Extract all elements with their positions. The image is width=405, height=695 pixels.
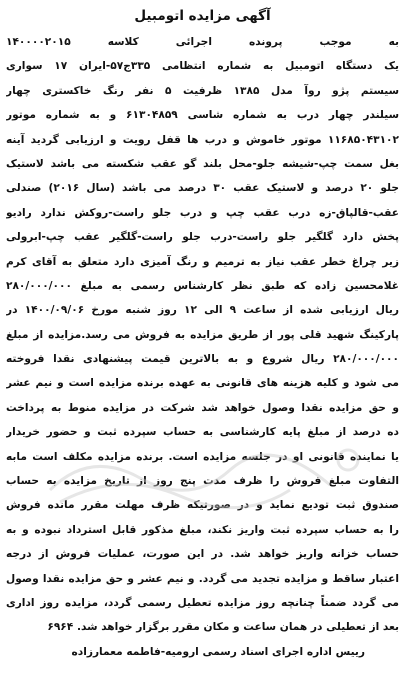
notice-line: یک دستگاه اتومبیل به شماره انتظامی ۳۳۵ج۵۷-ایران ۱۷ سواری <box>6 60 399 73</box>
notice-line: حساب خزانه واریز خواهد شد. در این صورت، عملیات فروش از درجه <box>6 548 399 561</box>
notice-line: به موجب پرونده اجرائی کلاسه ۱۴۰۰۰۰۲۰۱۵ <box>6 36 399 48</box>
notice-line: غلامحسین زاده که طبق نظر کارشناس رسمی به مبلغ ۲۸۰/۰۰۰/۰۰۰ <box>6 279 399 292</box>
notice-line: ده درصد از مبلغ پایه کارشناسی به حساب سپرده ثبت و حضور خریدار <box>6 426 399 439</box>
notice-line: صندوق ثبت تودیع نماید و در صورتیکه ظرف مهلت مقرر مانده فروش <box>6 499 399 512</box>
notice-line: التفاوت مبلغ فروش را ظرف مدت پنج روز از تاریخ مزایده به حساب <box>6 475 399 488</box>
notice-line: ریال ارزیابی شده از ساعت ۹ الی ۱۲ روز شنبه مورخ ۱۴۰۰/۰۹/۰۶ در <box>6 304 399 317</box>
notice-line: بغل سمت چپ-شیشه جلو-محل بلند گو عقب شکسته می باشد لاستیک <box>6 157 399 170</box>
notice-signature: رییس اداره اجرای اسناد رسمی ارومیه-فاطمه معمارزاده <box>71 645 365 658</box>
notice-line: و حق مزایده نقدا وصول خواهد شد شرکت در مزایده منوط به پرداخت <box>6 401 399 414</box>
notice-line: ۲۸۰/۰۰۰/۰۰۰ ریال شروع و به بالاترین قیمت پیشنهادی نقدا فروخته <box>6 353 399 366</box>
notice-line: جلو ۲۰ درصد و لاستیک عقب ۳۰ درصد می باشد (سال ۲۰۱۶) صندلی <box>6 182 399 195</box>
notice-line: سیلندر چهار درب به شماره شاسی ۶۱۳۰۴۸۵۹ و به شماره موتور <box>6 109 399 122</box>
notice-line: می شود و کلیه هزینه های قانونی به عهده برنده مزایده است و نیم عشر <box>6 377 399 390</box>
notice-line: اعتبار ساقط و مزایده تجدید می گردد. و نیم عشر و حق مزایده نقدا وصول <box>6 572 399 585</box>
notice-body <box>6 30 399 664</box>
notice-line: پخش دارد گلگیر جلو راست-درب جلو راست-گلگیر عقب چپ-ابرولی <box>6 231 399 244</box>
notice-line: پارکینگ شهید قلی پور از طریق مزایده به فروش می رسد.مزایده از مبلغ <box>6 328 399 341</box>
notice-line: می گردد ضمناً چنانچه روز مزایده تعطیل رسمی گردد، مزایده روز اداری <box>6 596 399 609</box>
notice-line: بعد از تعطیلی در همان ساعت و مکان مقرر برگزار خواهد شد. ۶۹۶۴ <box>47 621 399 634</box>
notice-line: عقب-قالپاق-زه درب عقب چپ و درب جلو راست-روکش ندارد رادیو <box>6 206 399 219</box>
notice-line: زیر چراغ خطر عقب نیاز به ترمیم و رنگ آمیزی دارد متعلق به آقای کرم <box>6 255 399 268</box>
notice-title: آگهی مزایده اتومبیل <box>134 8 271 24</box>
notice-line: ۱۱۶۸۵۰۴۳۱۰۲ موتور خاموش و درب ها قفل رویت و ارزیابی گردید آینه <box>6 133 399 146</box>
notice-line: سیستم پژو روآ مدل ۱۳۸۵ ظرفیت ۵ نفر رنگ خاکستری چهار <box>6 84 399 97</box>
notice-line: را به حساب سپرده ثبت واریز نکند، مبلغ مذکور قابل استرداد نبوده و به <box>6 523 399 536</box>
notice-line: یا نماینده قانونی او در جلسه مزایده است. برنده مزایده مکلف است مابه <box>6 450 399 463</box>
